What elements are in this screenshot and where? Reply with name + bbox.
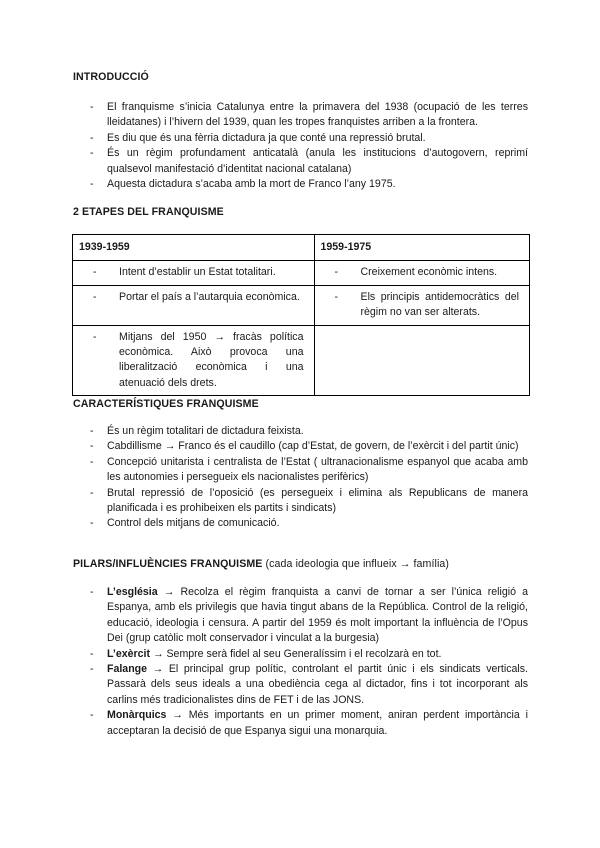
etapes-heading: 2 ETAPES DEL FRANQUISME [73,206,224,218]
list-item [90,585,528,647]
list-item: - Cabdillisme → Franco és el caudillo (cap d’Estat, de govern, de l’exèrcit i del partit únic) [90,439,528,454]
intro-heading: INTRODUCCIÓ [73,71,149,83]
cell-text: - Intent d’establir un Estat totalitari. [79,265,308,280]
pilars-heading-title: PILARS/INFLUÈNCIES FRANQUISME [73,558,263,570]
pilar-term: Falange [107,663,148,676]
cell-text: - Creixement econòmic intens. [321,265,524,280]
pilars-heading-note: (cada ideologia que influeix → família) [265,558,450,570]
pilar-text: → Més importants en un primer moment, aniran perdent importància i acceptaran la decisió de que Espanya sigui una monarquia. [107,709,528,737]
list-item: - Control dels mitjans de comunicació. [90,516,528,531]
etapes-table [72,234,530,396]
pilar-term: L’exèrcit [107,647,150,660]
cell-text: - Els principis antidemocràtics del règim no van ser alterats. [321,290,524,321]
pilar-term: Monàrquics [107,709,167,722]
cell-text: - Mitjans del 1950 → fracàs política econòmica. Això provoca una liberalització econòmica i una atenuació dels drets. [79,330,308,392]
table-row [73,325,530,396]
table-row [73,285,530,325]
table-row [73,261,530,285]
list-item [90,708,528,739]
column-header: 1959-1975 [314,235,530,261]
list-item: - És un règim totalitari de dictadura feixista. [90,424,528,439]
table-cell [73,261,315,285]
list-item: - Brutal repressió de l’oposició (es persegueix i elimina als Republicans de manera planificada i es prohibeixen els partits i sindicats) [90,486,528,517]
list-item: - El franquisme s’inicia Catalunya entre la primavera del 1938 (ocupació de les terres lleidatanes) i l’hivern del 1939, quan les tropes franquistes arriben a la frontera. [90,100,528,131]
pilar-text: → Recolza el règim franquista a canvi de tornar a ser l’única religió a Espanya, amb els privilegis que havia tingut abans de la República. Control de la religió, educació, ideologia i censura. A partir del 1959 és molt important la influència de l’Opus Dei (grup catòlic molt conservador i vinculat a la burgesia) [107,586,528,645]
table-cell [314,261,530,285]
table-cell-empty [314,325,530,396]
list-item: - Concepció unitarista i centralista de l’Estat ( ultranacionalisme espanyol que acaba amb les autonomies i persegueix els nacionalistes perifèrics) [90,455,528,486]
intro-list [90,100,528,192]
list-item [90,662,528,708]
caracteristiques-list [90,424,528,532]
pilars-list [90,585,528,739]
table-cell [73,325,315,396]
list-item: - És un règim profundament anticatalà (anula les institucions d’autogovern, reprimí qualsevol manifestació d’identitat nacional catalana) [90,146,528,177]
list-item [90,647,528,662]
caracteristiques-heading: CARACTERÍSTIQUES FRANQUISME [73,398,259,410]
column-header: 1939-1959 [73,235,315,261]
cell-text: - Portar el país a l’autarquia econòmica. [79,290,308,305]
table-cell [73,285,315,325]
pilar-text: → Sempre serà fidel al seu Generalíssim i el recolzarà en tot. [150,647,442,660]
list-item: - Es diu que és una fèrria dictadura ja que conté una repressió brutal. [90,131,528,146]
pilars-heading [73,557,449,572]
pilar-term: L’església [107,586,158,598]
table-cell [314,285,530,325]
pilar-text: → El principal grup polític, controlant el partit únic i els sindicats verticals. Passarà dels seus ideals a una obediència cega al dictador, fins i tot incorporant als carlins més tradicionalistes dins de FET i de las JONS. [107,663,528,706]
list-item: - Aquesta dictadura s’acaba amb la mort de Franco l’any 1975. [90,177,528,192]
table-header-row [73,235,530,261]
